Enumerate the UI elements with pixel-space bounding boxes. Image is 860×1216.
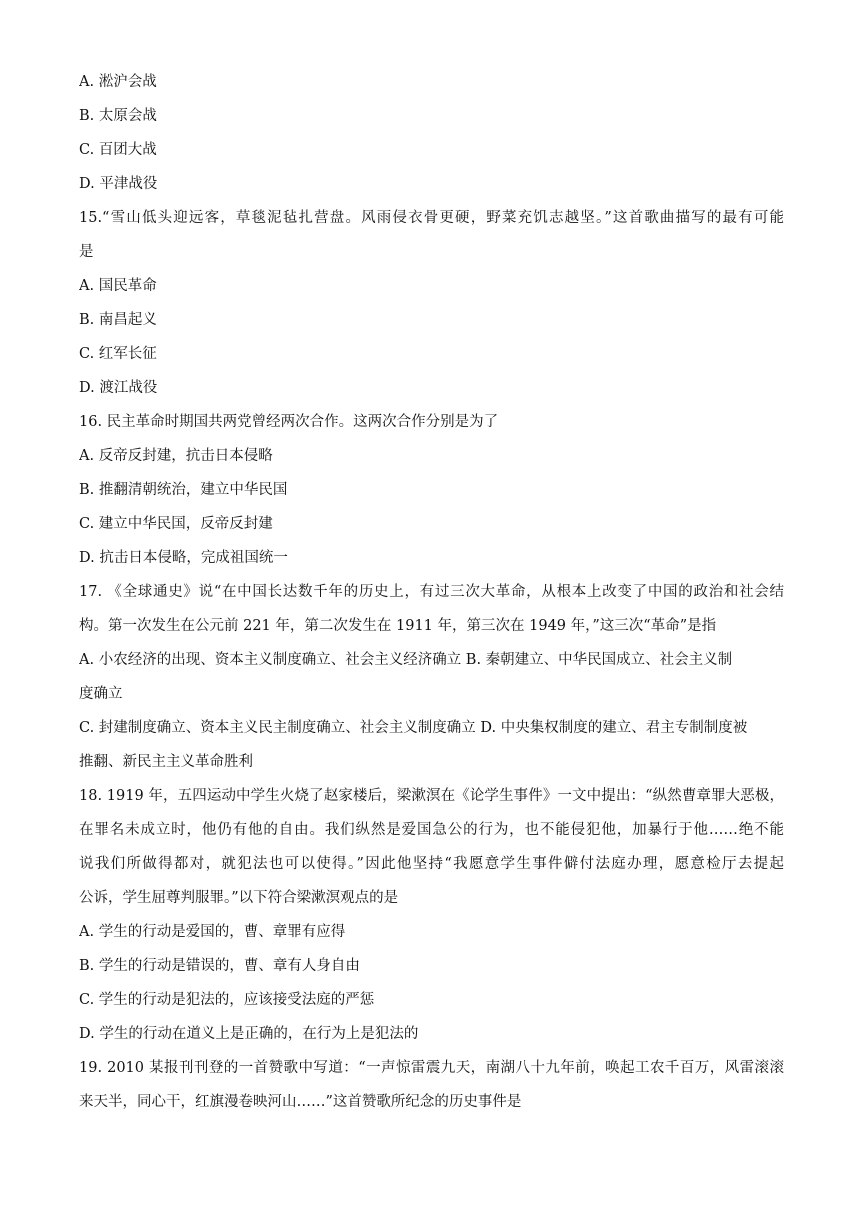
- option-d-q18: D. 学生的行动在道义上是正确的，在行为上是犯法的: [79, 1026, 419, 1042]
- question-15-line-1: 15.“雪山低头迎远客，草毯泥毡扎营盘。风雨侵衣骨更硬，野菜充饥志越坚。”这首歌曲描写的最有可能: [79, 210, 784, 226]
- option-a-q18: A. 学生的行动是爱国的，曹、章罪有应得: [79, 924, 346, 940]
- option-c-q14: C. 百团大战: [79, 142, 157, 158]
- question-17-line-2: 构。第一次发生在公元前 221 年，第二次发生在 1911 年，第三次在 1949 年，”这三次“革命”是指: [79, 618, 717, 634]
- option-d-q16: D. 抗击日本侵略，完成祖国统一: [79, 550, 288, 566]
- option-d-q14: D. 平津战役: [79, 176, 158, 192]
- option-c-q16: C. 建立中华民国，反帝反封建: [79, 516, 273, 532]
- option-b-q16: B. 推翻清朝统治，建立中华民国: [79, 482, 288, 498]
- question-18-line-2: 在罪名未成立时，他仍有他的自由。我们纵然是爱国急公的行为，也不能侵犯他，加暴行于他……绝不能: [79, 822, 784, 838]
- question-17-line-1: 17. 《全球通史》说“在中国长达数千年的历史上，有过三次大革命，从根本上改变了中国的政治和社会结: [79, 584, 784, 600]
- option-b-q14: B. 太原会战: [79, 108, 157, 124]
- option-c-q18: C. 学生的行动是犯法的，应该接受法庭的严惩: [79, 992, 375, 1008]
- question-19-line-1: 19. 2010 某报刊刊登的一首赞歌中写道：“一声惊雷震九天，南湖八十九年前，唤起工农千百万，风雷滚滚: [79, 1060, 784, 1076]
- question-16: 16. 民主革命时期国共两党曾经两次合作。这两次合作分别是为了: [79, 414, 499, 430]
- option-b-q15: B. 南昌起义: [79, 312, 157, 328]
- option-a-q14: A. 淞沪会战: [79, 74, 157, 90]
- option-a-q15: A. 国民革命: [79, 278, 157, 294]
- question-18-line-3: 说我们所做得都对，就犯法也可以使得。”因此他坚持“我愿意学生事件僻付法庭办理，愿意检厅去提起: [79, 856, 784, 872]
- options-cd-q17-line-1: C. 封建制度确立、资本主义民主制度确立、社会主义制度确立 D. 中央集权制度的建立、君主专制制度被: [79, 720, 748, 736]
- options-ab-q17-line-2: 度确立: [79, 686, 123, 702]
- options-ab-q17-line-1: A. 小农经济的出现、资本主义制度确立、社会主义经济确立 B. 秦朝建立、中华民国成立、社会主义制: [79, 652, 733, 668]
- options-cd-q17-line-2: 推翻、新民主主义革命胜利: [79, 754, 253, 770]
- question-18-line-1: 18. 1919 年，五四运动中学生火烧了赵家楼后，梁漱溟在《论学生事件》一文中提出：“纵然曹章罪大恶极，: [79, 788, 784, 804]
- question-18-line-4: 公诉，学生屈尊判服罪。”以下符合梁漱溟观点的是: [79, 890, 399, 906]
- question-15-line-2: 是: [79, 244, 94, 260]
- option-b-q18: B. 学生的行动是错误的，曹、章有人身自由: [79, 958, 360, 974]
- option-d-q15: D. 渡江战役: [79, 380, 158, 396]
- question-19-line-2: 来天半，同心干，红旗漫卷映河山……”这首赞歌所纪念的历史事件是: [79, 1094, 522, 1110]
- option-c-q15: C. 红军长征: [79, 346, 157, 362]
- option-a-q16: A. 反帝反封建，抗击日本侵略: [79, 448, 273, 464]
